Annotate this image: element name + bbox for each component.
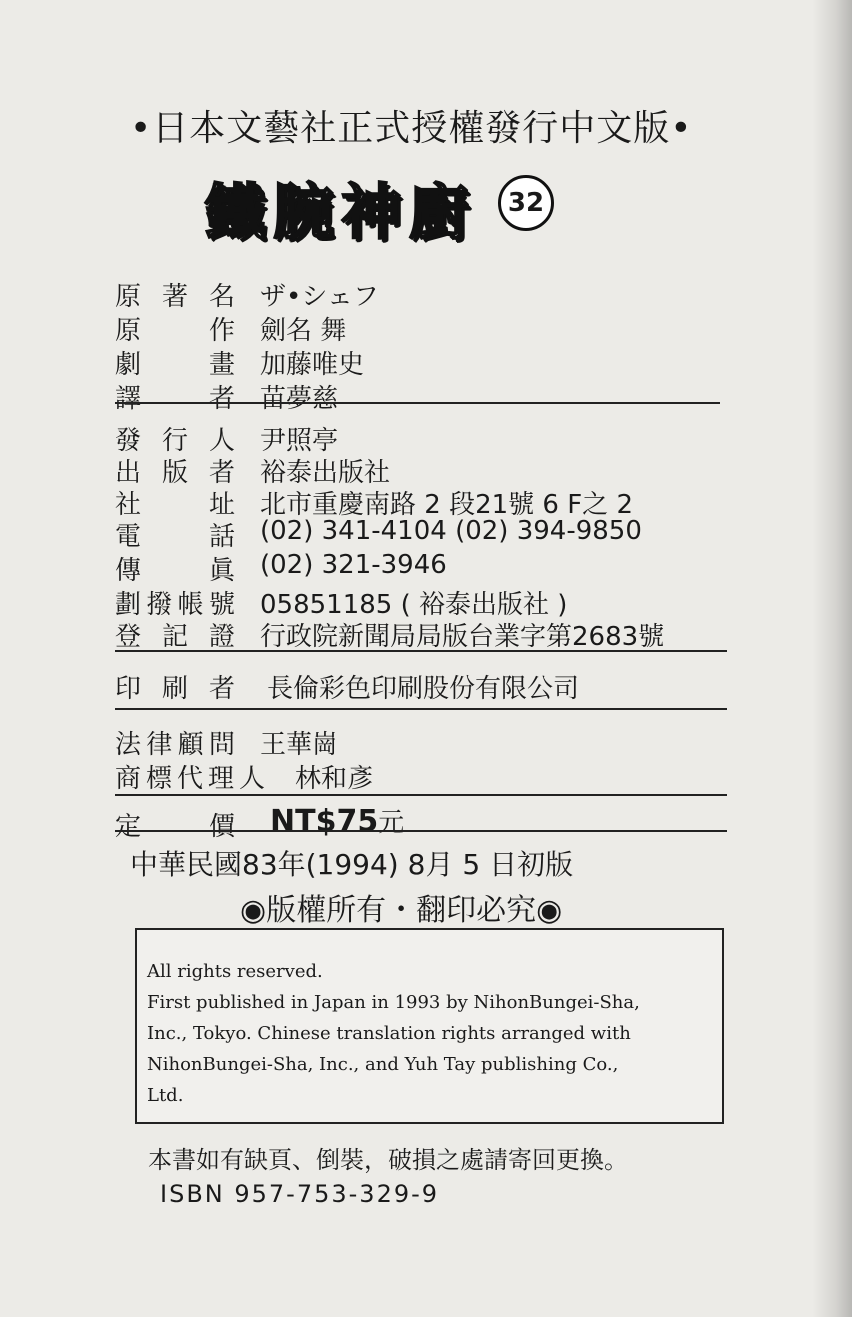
legal-value: 王華崗	[260, 730, 339, 760]
publisher-value: 北市重慶南路 2 段21號 6 F之 2	[260, 490, 633, 520]
publisher-value: 05851185 ( 裕泰出版社 )	[260, 590, 568, 620]
credit-value: 加藤唯史	[260, 350, 365, 380]
publisher-label: 劃 撥 帳 號	[115, 590, 235, 620]
divider	[115, 830, 727, 832]
divider	[115, 708, 727, 710]
license-header: •日本文藝社正式授權發行中文版•	[130, 108, 693, 149]
printer-value: 長倫彩色印刷股份有限公司	[267, 674, 580, 704]
first-edition-date: 中華民國83年(1994) 8月 5 日初版	[130, 848, 574, 881]
english-rights-box	[135, 928, 724, 1124]
english-rights-text	[147, 956, 717, 1111]
english-line: Inc., Tokyo. Chinese translation rights arranged with	[147, 1023, 631, 1044]
publisher-label: 傳 眞	[115, 556, 235, 586]
publisher-value: (02) 321-3946	[260, 550, 447, 580]
english-line: Ltd.	[147, 1085, 184, 1106]
price-amount: NT$75	[270, 804, 379, 839]
publisher-label: 發 行 人	[115, 426, 235, 456]
publisher-value: (02) 341-4104 (02) 394-9850	[260, 516, 642, 546]
price-value	[270, 802, 404, 839]
credit-label: 原 作	[115, 316, 235, 346]
publisher-value: 裕泰出版社	[260, 458, 391, 488]
credit-label: 原 著 名	[115, 282, 235, 312]
credit-label: 劇 畫	[115, 350, 235, 380]
publisher-label: 電 話	[115, 522, 235, 552]
english-line: NihonBungei-Sha, Inc., and Yuh Tay publishing Co.,	[147, 1054, 619, 1075]
legal-label: 商 標 代 理 人	[115, 764, 265, 794]
book-title: 鐵腕神廚	[205, 178, 477, 248]
price-unit: 元	[378, 808, 405, 838]
credit-label: 譯 者	[115, 384, 235, 414]
publisher-value: 尹照亭	[260, 426, 339, 456]
volume-badge: 32	[498, 175, 554, 231]
divider	[115, 794, 727, 796]
publisher-label: 出 版 者	[115, 458, 235, 488]
price-label: 定 價	[115, 812, 235, 842]
legal-value: 林和彥	[295, 764, 374, 794]
copyright-notice: ◉版權所有・翻印必究◉	[240, 893, 563, 928]
divider	[115, 650, 727, 652]
isbn: ISBN 957-753-329-9	[160, 1180, 440, 1208]
defect-return-notice: 本書如有缺頁、倒裝，破損之處請寄回更換。	[148, 1146, 628, 1174]
english-line: All rights reserved.	[147, 961, 323, 982]
credit-value: 劍名 舞	[260, 316, 347, 346]
legal-label: 法 律 顧 問	[115, 730, 235, 760]
credit-value: 苗夢慈	[260, 384, 339, 414]
publisher-value: 行政院新聞局局版台業字第2683號	[260, 622, 665, 652]
printer-label: 印 刷 者	[115, 674, 235, 704]
divider	[115, 402, 720, 404]
publisher-label: 登 記 證	[115, 622, 235, 652]
publisher-label: 社 址	[115, 490, 235, 520]
credit-value: ザ•シェフ	[260, 282, 379, 312]
english-line: First published in Japan in 1993 by NihonBungei-Sha,	[147, 992, 640, 1013]
page-edge-shadow	[812, 0, 852, 1317]
